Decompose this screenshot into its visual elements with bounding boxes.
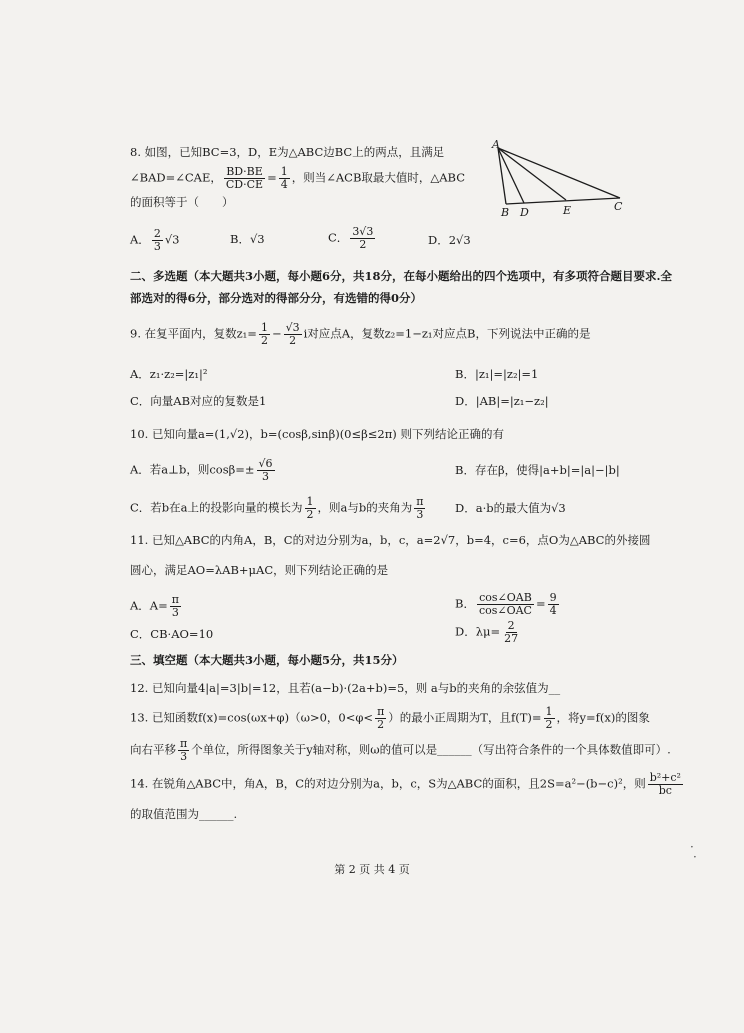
q11-stem-line2: 圆心，满足AO=λAB+μAC，则下列结论正确的是 (130, 563, 389, 577)
q9-option-b: B．|z₁|=|z₂|=1 (455, 367, 539, 381)
q10-option-c: C．若b在a上的投影向量的模长为 $\frac{1}{2}$ ，则a与b的夹角为 $\frac{\pi}{3}$ (130, 495, 424, 521)
q8-angle-condition: ∠BAD=∠CAE， (130, 170, 222, 185)
scan-speck: · (693, 850, 697, 864)
q10-option-d: D．a·b的最大值为√3 (455, 501, 566, 515)
q8-quarter-fraction: $\frac{1}{4}$ (280, 165, 288, 191)
q13-stem-line1: 13. 已知函数f(x)=cos(ωx+φ)（ω>0，0<φ< $\frac{\pi}{2}$ ）的最小正周期为T，且f(T)= $\frac{1}{2}$ ，将y=f(x)的图象 (130, 705, 650, 731)
triangle-figure (488, 138, 628, 220)
q8-option-b: B．√3 (230, 232, 265, 246)
q9-stem: 9. 在复平面内，复数z₁= $\frac{1}{2}$ − $\frac{√3}{2}$ i对应点A，复数z₂=1−z₁对应点B，下列说法中正确的是 (130, 321, 591, 347)
q13-stem-line2: 向右平移 $\frac{\pi}{3}$ 个单位，所得图象关于y轴对称，则ω的值可以是______（写出符合条件的一个具体数值即可）. (130, 737, 671, 763)
q11-option-d: D．λμ= $\frac{2}{27}$ (455, 619, 519, 645)
fig-label-a: A (492, 138, 500, 151)
q11-option-c: C．CB·AO=10 (130, 627, 214, 641)
fig-label-d: D (520, 206, 529, 219)
q8-line3: 的面积等于（ ） (130, 195, 234, 209)
q9-option-a: A．z₁·z₂=|z₁|² (130, 367, 208, 381)
q8-ratio-fraction: $\frac{BD\cdot BE}{CD\cdot CE}$ (225, 165, 264, 191)
section2-line2: 部选对的得6分，部分选对的得部分分，有选错的得0分） (130, 291, 423, 305)
q8-line2: ∠BAD=∠CAE， $\frac{BD\cdot BE}{CD\cdot CE}$ = $\frac{1}{4}$ ，则当∠ACB取最大值时，△ABC (130, 165, 466, 191)
q8-option-a: A． $\frac{2}{3}$ √3 (130, 227, 180, 253)
q11-option-b: B． $\frac{\text{cos∠OAB}}{\text{cos∠OAC}}$ = $\frac{9}{4}$ (455, 591, 557, 617)
q10-option-a: A．若a⊥b，则cosβ=± $\frac{√6}{3}$ (130, 457, 273, 483)
q9-option-c: C．向量AB对应的复数是1 (130, 394, 267, 408)
fig-label-e: E (563, 204, 572, 217)
q12-stem: 12. 已知向量4|a|=3|b|=12，且若(a−b)·(2a+b)=5，则 a与b的夹角的余弦值为__ (130, 681, 561, 695)
q10-stem: 10. 已知向量a=(1,√2)，b=(cosβ,sinβ)(0≤β≤2π) 则下列结论正确的有 (130, 427, 504, 441)
page-footer: 第 2 页 共 4 页 (334, 863, 410, 876)
q8-option-c: C． $\frac{3√3}{2}$ (328, 225, 374, 251)
section3-title: 三、填空题（本大题共3小题，每小题5分，共15分） (130, 653, 404, 667)
q14-stem-line2: 的取值范围为______. (130, 807, 238, 821)
q10-option-b: B．存在β，使得|a+b|=|a|−|b| (455, 463, 620, 477)
fig-label-b: B (501, 206, 510, 219)
q9-option-d: D．|AB|=|z₁−z₂| (455, 394, 549, 408)
section2-line1: 二、多选题（本大题共3小题，每小题6分，共18分，在每小题给出的四个选项中，有多项符合题目要求.全 (130, 269, 673, 283)
fig-label-c: C (614, 200, 623, 213)
q11-option-a: A．A= $\frac{\pi}{3}$ (130, 593, 179, 619)
q11-stem-line1: 11. 已知△ABC的内角A，B，C的对边分别为a，b，c，a=2√7，b=4，c=6，点O为△ABC的外接圆 (130, 533, 651, 547)
scan-speck: · (690, 840, 694, 854)
q8-option-d: D．2√3 (428, 233, 471, 247)
q14-stem-line1: 14. 在锐角△ABC中，角A，B，C的对边分别为a，b，c，S为△ABC的面积，且2S=a²−(b−c)²，则 $\frac{\text{b²+c²}}{bc}$ (130, 771, 681, 797)
q8-line1: 8. 如图，已知BC=3，D，E为△ABC边BC上的两点，且满足 (130, 145, 445, 159)
